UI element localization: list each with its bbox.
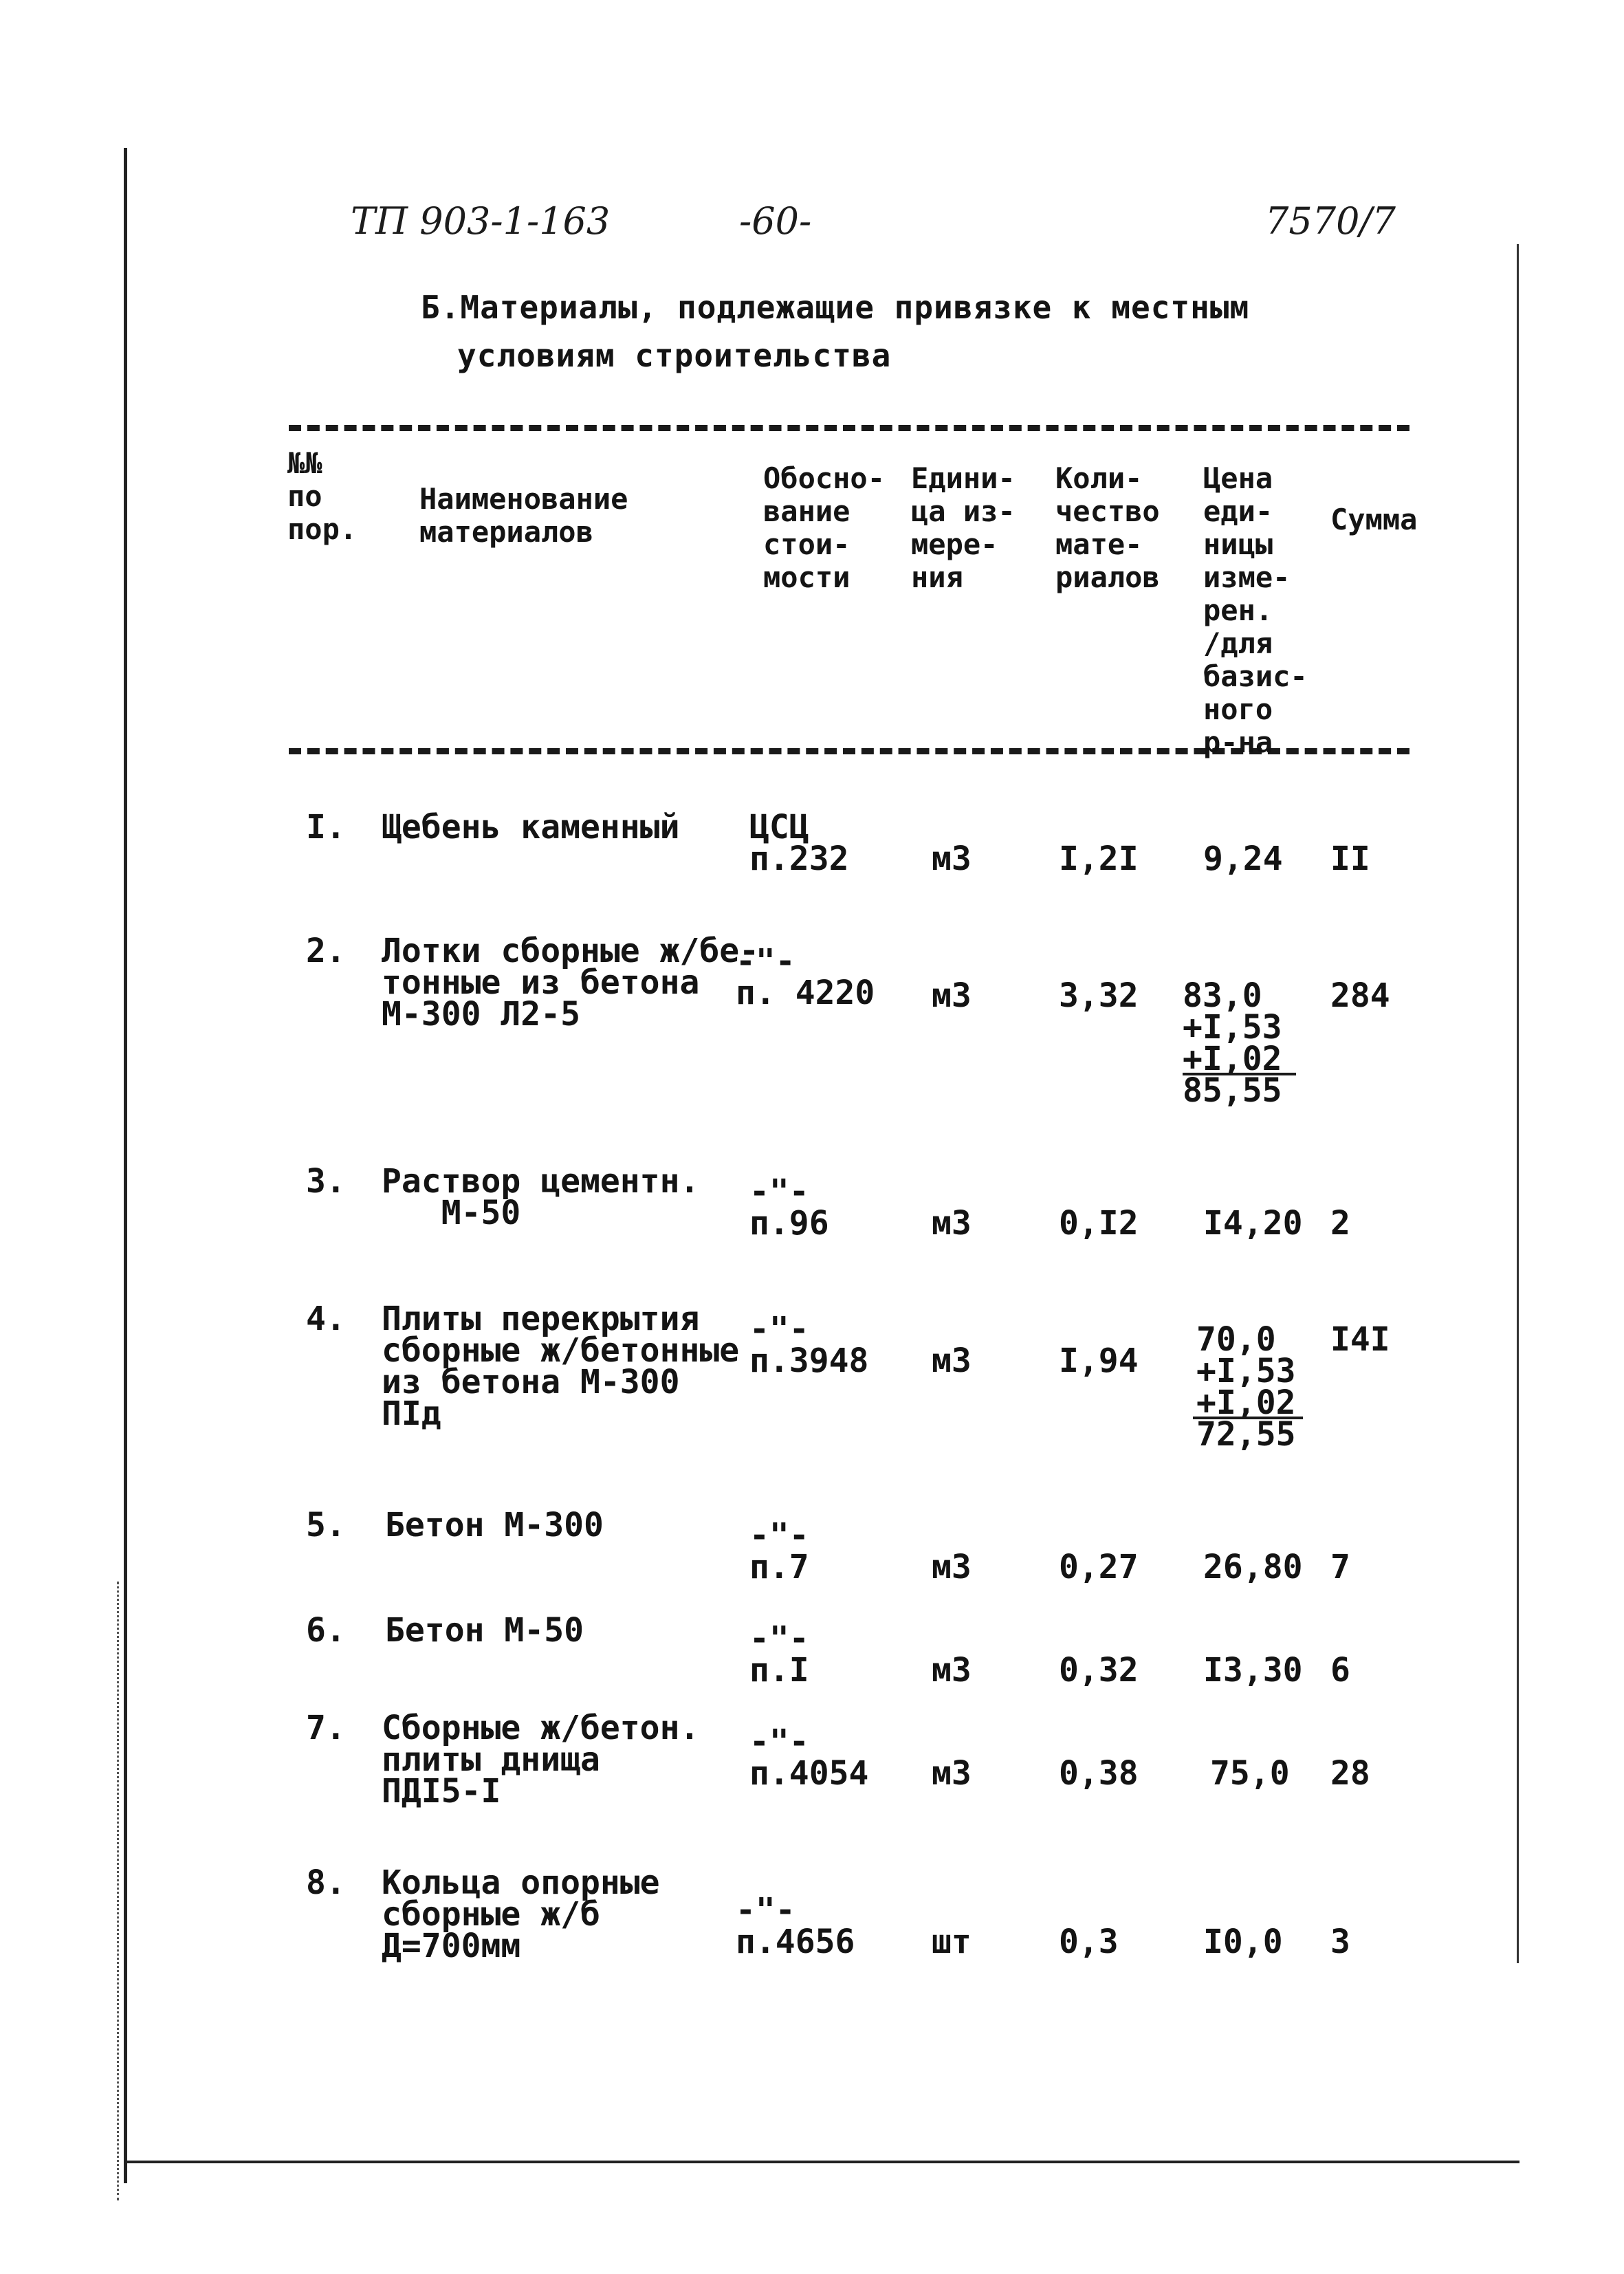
price-basis: -"- п.96 (749, 1172, 829, 1243)
material-name: Бетон М-300 (385, 1506, 604, 1544)
unit-price: I3,30 (1203, 1651, 1303, 1690)
document-code: ТП 903-1-163 (351, 199, 611, 243)
quantity: 0,27 (1059, 1548, 1139, 1586)
sum: II (1330, 840, 1370, 878)
col-header-basis: Обосно- вание стои- мости (763, 461, 886, 594)
quantity: 0,3 (1059, 1923, 1119, 1961)
unit: м3 (932, 840, 972, 878)
material-name: Щебень каменный (382, 808, 680, 846)
bottom-frame-line (124, 2161, 1519, 2163)
quantity: 3,32 (1059, 976, 1139, 1015)
left-margin-marks (117, 1582, 119, 2200)
material-name: Бетон М-50 (385, 1611, 584, 1650)
unit-price: 26,80 (1203, 1548, 1303, 1586)
price-basis: -"- п.4054 (749, 1723, 869, 1793)
row-number: I. (306, 808, 346, 846)
unit-price: 83,0 +I,53 +I,02 85,55 (1183, 976, 1282, 1110)
page-number: -60- (739, 199, 812, 243)
row-number: 3. (306, 1162, 346, 1201)
sum: 3 (1330, 1923, 1350, 1961)
sum: 284 (1330, 976, 1390, 1015)
col-header-sum: Сумма (1330, 503, 1418, 536)
unit-price: I4,20 (1203, 1204, 1303, 1243)
col-header-price: Цена еди- ницы изме- рен. /для базис- ного р-на (1203, 461, 1308, 759)
left-binding-line (124, 148, 127, 2183)
sum: I4I (1330, 1320, 1390, 1359)
col-header-unit: Едини- ца из- мере- ния (911, 461, 1016, 594)
unit: м3 (932, 1651, 972, 1690)
col-header-name: Наименование материалов (419, 482, 628, 549)
row-number: 7. (306, 1709, 346, 1747)
price-basis: -"- п. 4220 (736, 942, 875, 1012)
material-name: Лотки сборные ж/бе- тонные из бетона М-300 Л2-5 (382, 932, 760, 1034)
sum: 2 (1330, 1204, 1350, 1243)
right-frame-line (1517, 244, 1519, 1963)
unit-price: 70,0 +I,53 +I,02 72,55 (1196, 1320, 1296, 1454)
row-number: 6. (306, 1611, 346, 1650)
price-sum-underline (1193, 1417, 1303, 1419)
table-top-rule (289, 425, 1409, 431)
section-title-line2: условиям строительства (457, 337, 892, 374)
price-basis: ЦСЦ п.232 (749, 808, 849, 878)
unit: м3 (932, 1342, 972, 1380)
unit: шт (932, 1923, 972, 1961)
col-header-qty: Коли- чество мате- риалов (1055, 461, 1160, 594)
quantity: I,94 (1059, 1342, 1139, 1380)
unit-price: 75,0 (1210, 1754, 1290, 1793)
archive-number: 7570/7 (1265, 199, 1396, 243)
row-number: 2. (306, 932, 346, 970)
material-name: Раствор цементн. М-50 (382, 1162, 700, 1232)
row-number: 8. (306, 1863, 346, 1902)
sum: 7 (1330, 1548, 1350, 1586)
col-header-number: №№ по пор. (287, 446, 358, 546)
price-basis: -"- п.7 (749, 1516, 809, 1586)
unit: м3 (932, 1548, 972, 1586)
unit: м3 (932, 1204, 972, 1243)
material-name: Сборные ж/бетон. плиты днища ПДI5-I (382, 1709, 700, 1811)
price-basis: -"- п.4656 (736, 1891, 855, 1961)
quantity: I,2I (1059, 840, 1139, 878)
sum: 28 (1330, 1754, 1370, 1793)
sum: 6 (1330, 1651, 1350, 1690)
unit-price: 9,24 (1203, 840, 1283, 878)
material-name: Плиты перекрытия сборные ж/бетонные из бетона М-300 ПIд (382, 1300, 740, 1433)
unit: м3 (932, 1754, 972, 1793)
unit-price: I0,0 (1203, 1923, 1283, 1961)
material-name: Кольца опорные сборные ж/б Д=700мм (382, 1863, 660, 1965)
row-number: 4. (306, 1300, 346, 1338)
price-basis: -"- п.3948 (749, 1310, 869, 1380)
price-basis: -"- п.I (749, 1619, 809, 1690)
section-title-line1: Б.Материалы, подлежащие привязке к местным (421, 289, 1250, 326)
quantity: 0,38 (1059, 1754, 1139, 1793)
quantity: 0,I2 (1059, 1204, 1139, 1243)
price-sum-underline (1183, 1073, 1296, 1075)
unit: м3 (932, 976, 972, 1015)
quantity: 0,32 (1059, 1651, 1139, 1690)
row-number: 5. (306, 1506, 346, 1544)
